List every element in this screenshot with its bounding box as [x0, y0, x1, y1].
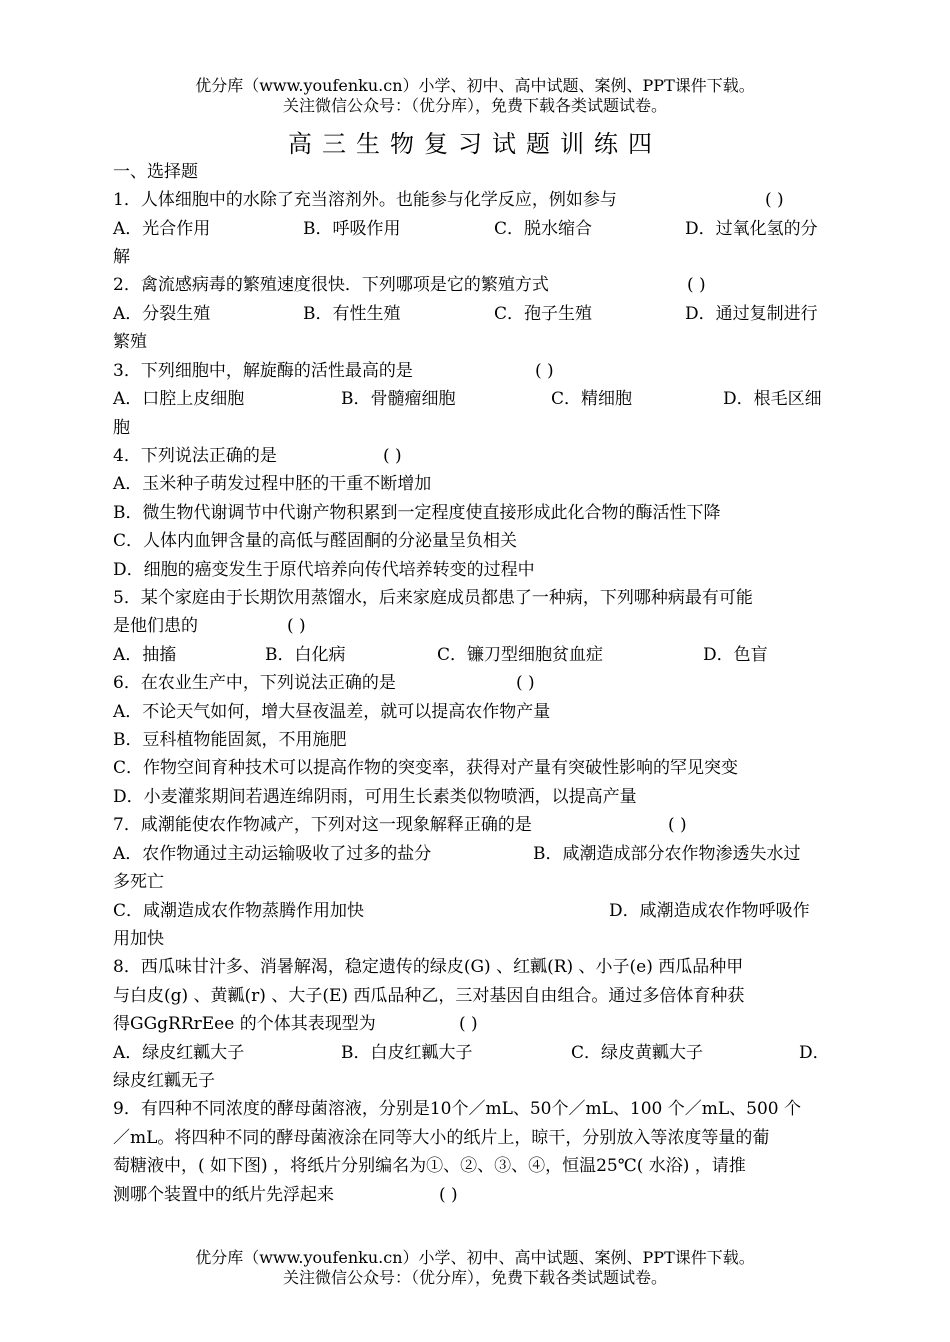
- answer-bracket: ( ): [516, 673, 535, 693]
- question-9-line-3: 萄糖液中，( 如下图) ，将纸片分别编名为①、②、③、④，恒温25℃( 水浴) ，请推: [113, 1156, 746, 1176]
- question-1-stem: 1．人体细胞中的水除了充当溶剂外。也能参与化学反应，例如参与: [113, 190, 617, 210]
- question-5-stem-2: 是他们患的: [113, 616, 198, 636]
- option-d: D．色盲: [703, 645, 768, 665]
- option-wrap: 用加快: [113, 929, 164, 949]
- answer-bracket: ( ): [383, 446, 402, 466]
- option-d: D．: [799, 1043, 830, 1063]
- option-d: D．通过复制进行: [685, 304, 818, 324]
- answer-bracket: ( ): [439, 1185, 458, 1205]
- option-b: B．微生物代谢调节中代谢产物积累到一定程度使直接形成此化合物的酶活性下降: [113, 503, 721, 523]
- option-c: C．作物空间育种技术可以提高作物的突变率，获得对产量有突破性影响的罕见突变: [113, 758, 739, 778]
- question-5-stem: 5．某个家庭由于长期饮用蒸馏水，后来家庭成员都患了一种病，下列哪种病最有可能: [113, 588, 753, 608]
- option-d: D．细胞的癌变发生于原代培养向传代培养转变的过程中: [113, 560, 535, 580]
- answer-bracket: ( ): [765, 190, 784, 210]
- header-line-1: 优分库（www.youfenku.cn）小学、初中、高中试题、案例、PPT课件下载。: [195, 76, 755, 95]
- option-a: A．玉米种子萌发过程中胚的干重不断增加: [113, 474, 432, 494]
- question-8-line-1: 8．西瓜味甘汁多、消暑解渴，稳定遗传的绿皮(G) 、红瓤(R) 、小子(e) 西瓜品种甲: [113, 957, 744, 977]
- answer-bracket: ( ): [459, 1014, 478, 1034]
- header-line-2: 关注微信公众号：（优分库），免费下载各类试题试卷。: [282, 96, 667, 115]
- option-c: C．镰刀型细胞贫血症: [437, 645, 604, 665]
- question-2-stem: 2．禽流感病毒的繁殖速度很快．下列哪项是它的繁殖方式: [113, 275, 549, 295]
- option-a: A．不论天气如何，增大昼夜温差，就可以提高农作物产量: [113, 702, 551, 722]
- question-3-stem: 3．下列细胞中，解旋酶的活性最高的是: [113, 361, 413, 381]
- option-wrap: 绿皮红瓤无子: [113, 1071, 215, 1091]
- answer-bracket: ( ): [535, 361, 554, 381]
- option-wrap: 解: [113, 247, 130, 267]
- option-wrap: 繁殖: [113, 332, 147, 352]
- question-9-line-4: 测哪个装置中的纸片先浮起来: [113, 1185, 334, 1205]
- footer-line-2: 关注微信公众号：（优分库），免费下载各类试题试卷。: [282, 1268, 667, 1287]
- answer-bracket: ( ): [687, 275, 706, 295]
- question-9-line-1: 9．有四种不同浓度的酵母菌溶液，分别是10个／mL、50个／mL、100 个／mL、500 个: [113, 1099, 802, 1119]
- question-7-stem: 7．咸潮能使农作物减产，下列对这一现象解释正确的是: [113, 815, 532, 835]
- option-c: C．脱水缩合: [494, 219, 593, 239]
- answer-bracket: ( ): [668, 815, 687, 835]
- option-wrap: 多死亡: [113, 872, 164, 892]
- option-d: D．咸潮造成农作物呼吸作: [609, 901, 810, 921]
- option-c: C．精细胞: [551, 389, 633, 409]
- option-b: B．咸潮造成部分农作物渗透失水过: [533, 844, 801, 864]
- question-4-stem: 4．下列说法正确的是: [113, 446, 277, 466]
- option-a: A．光合作用: [113, 219, 211, 239]
- option-a: A．分裂生殖: [113, 304, 211, 324]
- option-c: C．人体内血钾含量的高低与醛固酮的分泌量呈负相关: [113, 531, 518, 551]
- option-b: B．豆科植物能固氮，不用施肥: [113, 730, 347, 750]
- option-wrap: 胞: [113, 418, 130, 438]
- option-a: A．抽搐: [113, 645, 177, 665]
- option-c: C．咸潮造成农作物蒸腾作用加快: [113, 901, 365, 921]
- option-d: D．根毛区细: [723, 389, 822, 409]
- option-d: D．过氧化氢的分: [685, 219, 818, 239]
- option-c: C．孢子生殖: [494, 304, 593, 324]
- question-8-line-3: 得GGgRRrEee 的个体其表现型为: [113, 1014, 376, 1034]
- question-9-line-2: ／mL。将四种不同的酵母菌液涂在同等大小的纸片上，晾干，分别放入等浓度等量的葡: [113, 1128, 770, 1148]
- option-b: B．有性生殖: [303, 304, 401, 324]
- option-b: B．骨髓瘤细胞: [341, 389, 456, 409]
- answer-bracket: ( ): [287, 616, 306, 636]
- option-d: D．小麦灌浆期间若遇连绵阴雨，可用生长素类似物喷洒，以提高产量: [113, 787, 637, 807]
- option-b: B．白化病: [265, 645, 346, 665]
- option-b: B．呼吸作用: [303, 219, 401, 239]
- option-c: C．绿皮黄瓤大子: [571, 1043, 704, 1063]
- footer-line-1: 优分库（www.youfenku.cn）小学、初中、高中试题、案例、PPT课件下载。: [195, 1248, 755, 1267]
- option-a: A．农作物通过主动运输吸收了过多的盐分: [113, 844, 432, 864]
- question-8-line-2: 与白皮(g) 、黄瓤(r) 、大子(E) 西瓜品种乙，三对基因自由组合。通过多倍体育种获: [113, 986, 745, 1006]
- option-a: A．绿皮红瓤大子: [113, 1043, 245, 1063]
- option-a: A．口腔上皮细胞: [113, 389, 245, 409]
- section-heading: 一、选择题: [113, 162, 198, 182]
- question-6-stem: 6．在农业生产中，下列说法正确的是: [113, 673, 396, 693]
- page-title: 高三生物复习试题训练四: [288, 130, 662, 158]
- option-b: B．白皮红瓤大子: [341, 1043, 473, 1063]
